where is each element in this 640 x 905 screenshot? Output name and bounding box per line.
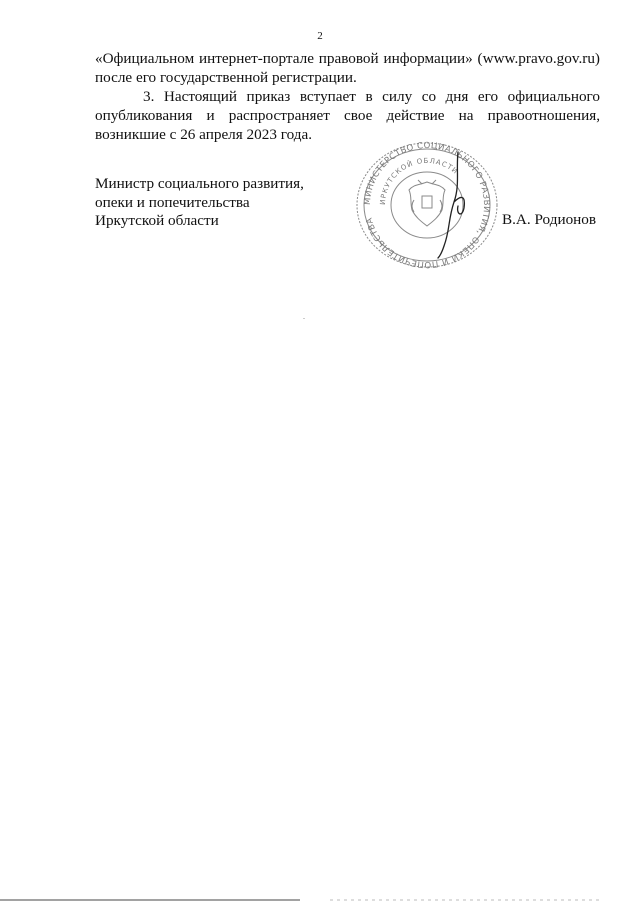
paragraph-effective-date: 3. Настоящий приказ вступает в силу со дня его официального опубликования и распространяет свое действие на правоотношения, возникшие с 26 апреля 2023 года.	[95, 88, 600, 143]
handwritten-signature	[420, 150, 480, 260]
signatory-position	[95, 175, 304, 231]
scan-footer-line	[0, 897, 640, 903]
signatory-name: В.А. Родионов	[502, 211, 597, 228]
position-line: Иркутской области	[95, 212, 219, 229]
position-line: опеки и попечительства	[95, 193, 250, 211]
paragraph-publication: «Официальном интернет-портале правовой информации» (www.pravo.gov.ru) после его государственной регистрации.	[95, 50, 600, 86]
stamp-outer-text: МИНИСТЕРСТВО СОЦИАЛЬНОГО РАЗВИТИЯ, ОПЕКИ И ПОПЕЧИТЕЛЬСТВА	[362, 140, 492, 270]
page-number: 2	[317, 30, 323, 42]
stamp-inner-text: ИРКУТСКОЙ ОБЛАСТИ	[378, 156, 460, 206]
position-line: Министр социального развития,	[95, 175, 304, 192]
scan-artifact	[303, 318, 305, 319]
